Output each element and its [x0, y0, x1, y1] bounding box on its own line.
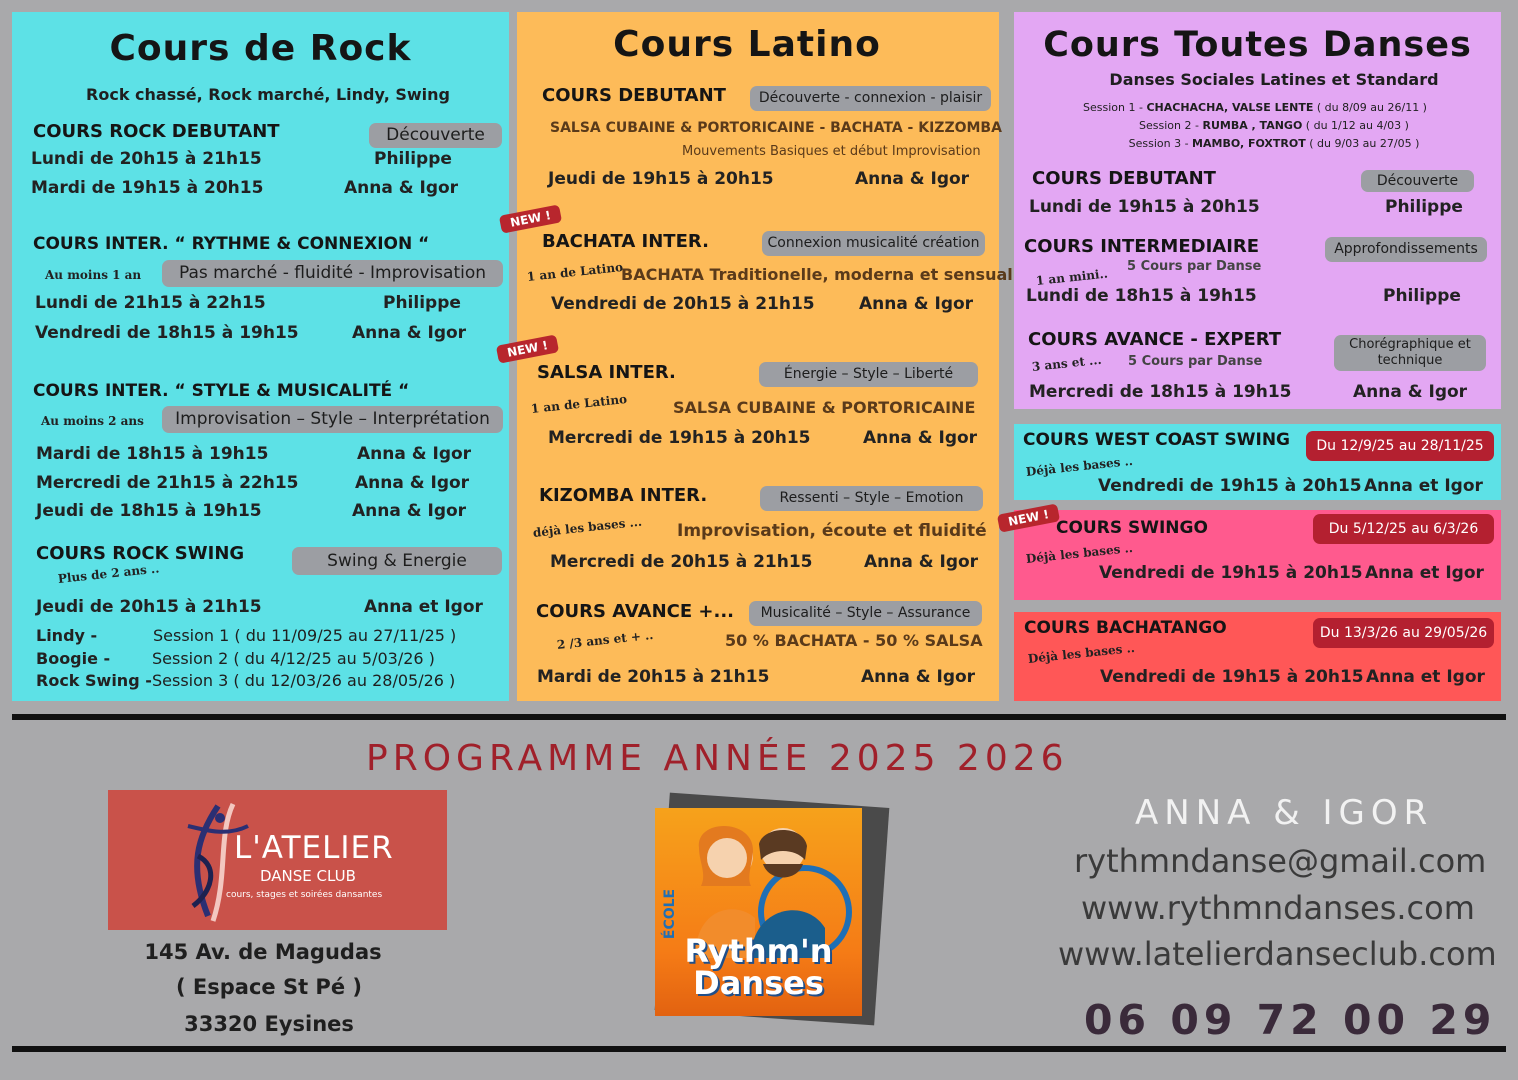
latino-kizomba-r1-teacher: Anna & Igor — [864, 552, 979, 572]
toutes-avance-heading: COURS AVANCE - EXPERT — [1028, 329, 1282, 350]
swingo-heading: COURS SWINGO — [1056, 518, 1208, 538]
latino-debutant-tag: Découverte - connexion - plaisir — [750, 86, 991, 111]
rock-title: Cours de Rock — [109, 28, 412, 69]
toutes-debutant-tag: Découverte — [1361, 170, 1474, 192]
contact-name: ANNA & IGOR — [1135, 793, 1434, 833]
toutes-title: Cours Toutes Danses — [1043, 25, 1472, 65]
rock-swing-s2-label: Boogie - — [36, 649, 111, 668]
latino-bachata-line1: BACHATA Traditionelle, moderna et sensual — [621, 265, 1013, 284]
latino-kizomba-r1-day: Mercredi de 20h15 à 21h15 — [550, 552, 813, 572]
rock-debutant-r1-teacher: Philippe — [374, 149, 452, 169]
latino-avance-r1-day: Mardi de 20h15 à 21h15 — [537, 667, 770, 687]
latino-salsa-r1-day: Mercredi de 19h15 à 20h15 — [548, 428, 811, 448]
rock-inter1-heading: COURS INTER. “ RYTHME & CONNEXION “ — [33, 234, 430, 254]
rock-swing-s1-label: Lindy - — [36, 626, 98, 645]
toutes-avance-sub: 5 Cours par Danse — [1128, 354, 1263, 369]
rock-swing-s2-text: Session 2 ( du 4/12/25 au 5/03/26 ) — [152, 649, 435, 668]
toutes-inter-note: 1 an mini.. — [1035, 266, 1109, 288]
rock-inter2-r2-teacher: Anna & Igor — [355, 473, 470, 493]
rythmndanses-logo — [655, 808, 862, 1016]
latino-avance-heading: COURS AVANCE +... — [536, 601, 734, 622]
rock-inter1-note: Au moins 1 an — [45, 268, 142, 282]
latelier-logo — [108, 790, 447, 930]
toutes-s1-post: ( du 8/09 au 26/11 ) — [1313, 101, 1427, 114]
latelier-logo-tag: cours, stages et soirées dansantes — [226, 890, 383, 900]
bachatango-heading: COURS BACHATANGO — [1024, 618, 1227, 638]
rock-swing-note: Plus de 2 ans .. — [57, 561, 160, 586]
toutes-avance-note: 3 ans et ... — [1031, 352, 1103, 374]
bottom-divider — [12, 1046, 1506, 1052]
rock-debutant-tag: Découverte — [369, 123, 502, 148]
contact-email[interactable]: rythmndanse@gmail.com — [1074, 842, 1487, 880]
toutes-inter-r1-teacher: Philippe — [1383, 286, 1461, 306]
latino-bachata-note: 1 an de Latino — [526, 259, 624, 284]
toutes-session-2 — [1014, 119, 1518, 132]
bachatango-panel — [1014, 612, 1501, 701]
latino-avance-r1-teacher: Anna & Igor — [861, 667, 976, 687]
rock-inter1-tag: Pas marché - fluidité - Improvisation — [162, 260, 503, 287]
toutes-s3-bold: MAMBO, FOXTROT — [1192, 137, 1306, 150]
latino-salsa-new-badge: NEW ! — [496, 334, 559, 363]
toutes-inter-r1-day: Lundi de 18h15 à 19h15 — [1026, 286, 1257, 306]
wcs-r1-teacher: Anna et Igor — [1364, 476, 1483, 496]
toutes-inter-sub: 5 Cours par Danse — [1127, 259, 1262, 274]
bachatango-note: Déjà les bases .. — [1027, 640, 1136, 666]
swingo-new-badge: NEW ! — [997, 503, 1060, 532]
rock-inter2-r3-day: Jeudi de 18h15 à 19h15 — [36, 501, 262, 521]
rock-inter1-r1-teacher: Philippe — [383, 293, 461, 313]
contact-phone: 06 09 72 00 29 — [1084, 996, 1497, 1044]
toutes-session-1 — [1014, 101, 1496, 114]
address-line-3: 33320 Eysines — [184, 1012, 354, 1036]
toutes-debutant-r1-day: Lundi de 19h15 à 20h15 — [1029, 197, 1260, 217]
toutes-avance-r1-teacher: Anna & Igor — [1353, 382, 1468, 402]
rock-swing-tag: Swing & Energie — [292, 547, 502, 575]
toutes-s3-pre: Session 3 - — [1128, 137, 1193, 150]
toutes-inter-tag: Approfondissements — [1325, 237, 1487, 262]
latino-kizomba-line1: Improvisation, écoute et fluidité — [677, 521, 987, 541]
latelier-logo-sub: DANSE CLUB — [260, 867, 356, 885]
latino-kizomba-tag: Ressenti – Style – Emotion — [760, 486, 983, 511]
bachatango-dates: Du 13/3/26 au 29/05/26 — [1313, 618, 1494, 648]
toutes-debutant-heading: COURS DEBUTANT — [1032, 168, 1216, 189]
rock-swing-r1-teacher: Anna et Igor — [364, 597, 483, 617]
toutes-panel — [1014, 12, 1501, 409]
latino-title: Cours Latino — [613, 24, 881, 65]
swingo-r1-teacher: Anna et Igor — [1365, 563, 1484, 583]
swingo-dates: Du 5/12/25 au 6/3/26 — [1313, 514, 1494, 544]
latino-avance-tag: Musicalité – Style – Assurance — [749, 601, 982, 626]
rock-swing-heading: COURS ROCK SWING — [36, 543, 245, 564]
programme-title: PROGRAMME ANNÉE 2025 2026 — [366, 738, 1069, 779]
rock-debutant-r2-day: Mardi de 19h15 à 20h15 — [31, 178, 264, 198]
rock-swing-r1-day: Jeudi de 20h15 à 21h15 — [36, 597, 262, 617]
rock-debutant-heading: COURS ROCK DEBUTANT — [33, 121, 280, 142]
toutes-s2-bold: RUMBA , TANGO — [1202, 119, 1303, 132]
rock-debutant-r1-day: Lundi de 20h15 à 21h15 — [31, 149, 262, 169]
rythmndanses-line-2: Danses — [693, 964, 824, 1002]
toutes-s1-bold: CHACHACHA, VALSE LENTE — [1146, 101, 1314, 114]
rythmndanses-line-1: Rythm'n — [684, 932, 833, 970]
toutes-inter-heading: COURS INTERMEDIAIRE — [1024, 236, 1260, 257]
rock-swing-s3-text: Session 3 ( du 12/03/26 au 28/05/26 ) — [152, 671, 456, 690]
latino-debutant-heading: COURS DEBUTANT — [542, 85, 726, 106]
wcs-heading: COURS WEST COAST SWING — [1023, 430, 1290, 450]
contact-website-1[interactable]: www.rythmndanses.com — [1081, 889, 1475, 927]
swingo-note: Déjà les bases .. — [1025, 540, 1134, 566]
latino-salsa-r1-teacher: Anna & Igor — [863, 428, 978, 448]
latino-bachata-r1-day: Vendredi de 20h15 à 21h15 — [551, 294, 815, 314]
latino-kizomba-note: déjà les bases ... — [532, 514, 643, 540]
wcs-panel — [1014, 424, 1501, 500]
rock-swing-s1-text: Session 1 ( du 11/09/25 au 27/11/25 ) — [153, 626, 457, 645]
latelier-logo-name: L'ATELIER — [234, 830, 394, 866]
toutes-s1-pre: Session 1 - — [1083, 101, 1147, 114]
address-line-2: ( Espace St Pé ) — [176, 975, 362, 999]
swingo-panel — [1014, 510, 1501, 600]
swingo-r1-day: Vendredi de 19h15 à 20h15 — [1099, 563, 1363, 583]
latino-salsa-heading: SALSA INTER. — [537, 362, 676, 383]
latino-bachata-tag: Connexion musicalité création — [762, 231, 985, 256]
rock-inter2-r3-teacher: Anna & Igor — [352, 501, 467, 521]
latino-panel — [517, 12, 1013, 701]
rock-debutant-r2-teacher: Anna & Igor — [344, 178, 459, 198]
top-divider — [12, 714, 1506, 720]
rock-inter2-note: Au moins 2 ans — [41, 414, 144, 428]
rythmndanses-ecole: ÉCOLE — [662, 888, 679, 940]
latino-debutant-line1: SALSA CUBAINE & PORTORICAINE - BACHATA - KIZZOMBA — [550, 120, 1002, 136]
rock-inter1-r2-teacher: Anna & Igor — [352, 323, 467, 343]
wcs-dates: Du 12/9/25 au 28/11/25 — [1306, 431, 1494, 461]
address-line-1: 145 Av. de Magudas — [144, 940, 382, 964]
latino-debutant-r1-teacher: Anna & Igor — [855, 169, 970, 189]
rock-inter2-tag: Improvisation – Style – Interprétation — [162, 406, 503, 433]
toutes-s2-pre: Session 2 - — [1139, 119, 1203, 132]
latino-bachata-r1-teacher: Anna & Igor — [859, 294, 974, 314]
contact-website-2[interactable]: www.latelierdanseclub.com — [1058, 935, 1497, 973]
latino-salsa-tag: Énergie – Style – Liberté — [759, 362, 978, 387]
rock-inter2-r1-teacher: Anna & Igor — [357, 444, 472, 464]
latino-salsa-line1: SALSA CUBAINE & PORTORICAINE — [673, 398, 976, 417]
toutes-avance-tag: Chorégraphique et technique — [1334, 335, 1486, 371]
rock-inter2-heading: COURS INTER. “ STYLE & MUSICALITÉ “ — [33, 381, 410, 401]
latino-bachata-heading: BACHATA INTER. — [542, 231, 709, 252]
rock-inter2-r2-day: Mercredi de 21h15 à 22h15 — [36, 473, 299, 493]
rock-subtitle: Rock chassé, Rock marché, Lindy, Swing — [86, 85, 450, 104]
latino-avance-line1: 50 % BACHATA - 50 % SALSA — [725, 631, 983, 650]
toutes-avance-r1-day: Mercredi de 18h15 à 19h15 — [1029, 382, 1292, 402]
latino-debutant-r1-day: Jeudi de 19h15 à 20h15 — [548, 169, 774, 189]
toutes-subtitle: Danses Sociales Latines et Standard — [1109, 70, 1439, 89]
bachatango-r1-teacher: Anna et Igor — [1366, 667, 1485, 687]
rock-inter1-r1-day: Lundi de 21h15 à 22h15 — [35, 293, 266, 313]
toutes-s2-post: ( du 1/12 au 4/03 ) — [1302, 119, 1409, 132]
rock-inter2-r1-day: Mardi de 18h15 à 19h15 — [36, 444, 269, 464]
rock-inter1-r2-day: Vendredi de 18h15 à 19h15 — [35, 323, 299, 343]
latino-bachata-new-badge: NEW ! — [499, 204, 562, 233]
wcs-note: Déjà les bases .. — [1025, 453, 1134, 479]
rock-swing-s3-label: Rock Swing - — [36, 671, 152, 690]
latino-kizomba-heading: KIZOMBA INTER. — [539, 485, 708, 506]
bachatango-r1-day: Vendredi de 19h15 à 20h15 — [1100, 667, 1364, 687]
toutes-s3-post: ( du 9/03 au 27/05 ) — [1305, 137, 1420, 150]
latino-salsa-note: 1 an de Latino — [530, 391, 628, 416]
toutes-session-3 — [1014, 137, 1518, 150]
wcs-r1-day: Vendredi de 19h15 à 20h15 — [1098, 476, 1362, 496]
rock-panel — [12, 12, 509, 701]
latino-avance-note: 2 /3 ans et + .. — [556, 627, 655, 652]
latino-debutant-line2: Mouvements Basiques et début Improvisation — [682, 144, 981, 159]
toutes-debutant-r1-teacher: Philippe — [1385, 197, 1463, 217]
